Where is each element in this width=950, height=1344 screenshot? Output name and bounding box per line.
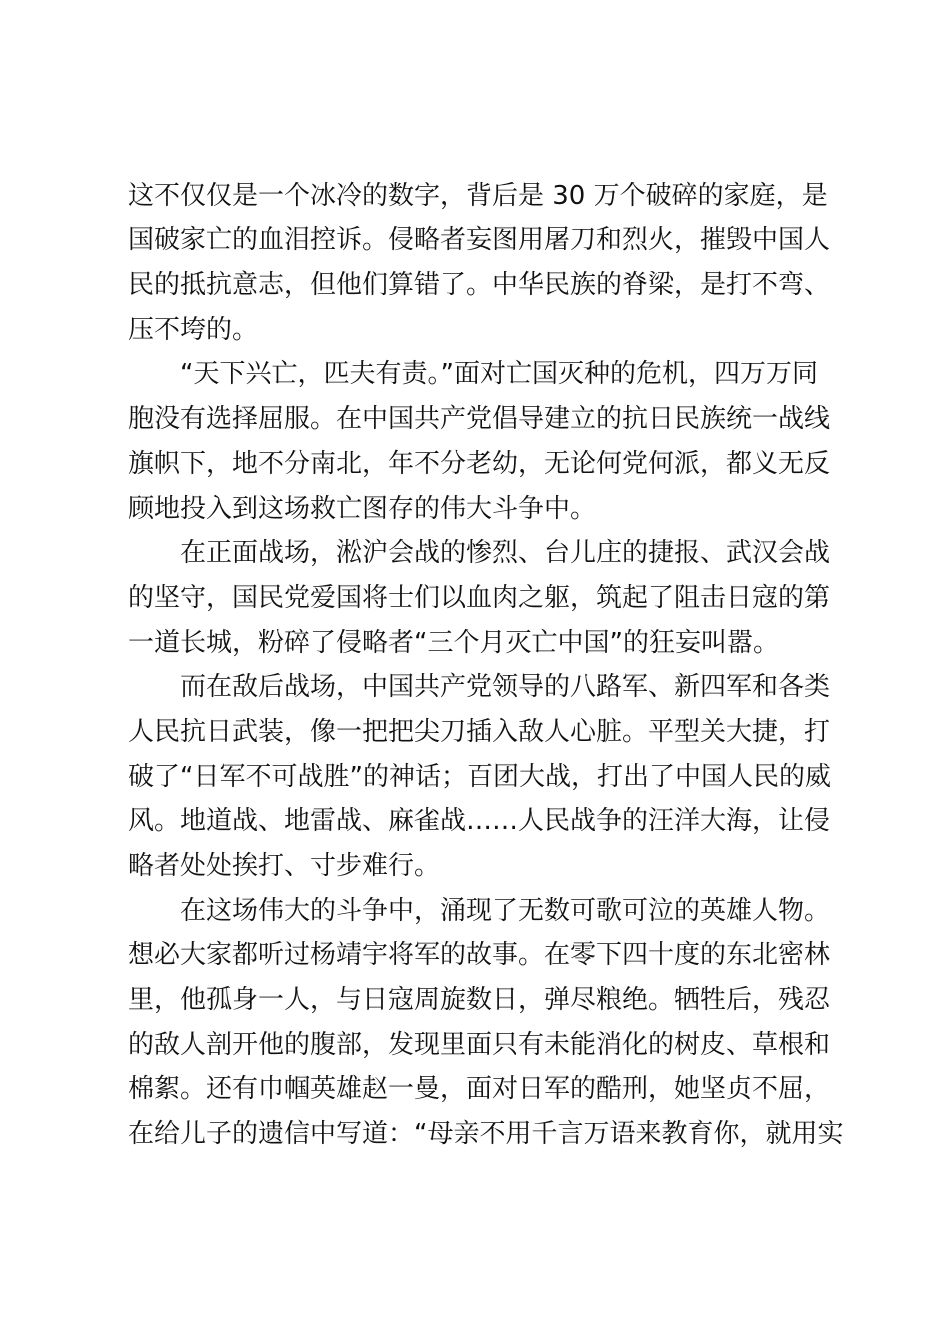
text-line: 破了“日军不可战胜”的神话；百团大战，打出了中国人民的威 <box>128 762 831 792</box>
text-line: 压不垮的。 <box>128 315 259 345</box>
text-line: 而在敌后战场，中国共产党领导的八路军、新四军和各类 <box>180 672 831 702</box>
text-line: 想必大家都听过杨靖宇将军的故事。在零下四十度的东北密林 <box>128 940 831 970</box>
text-line: 略者处处挨打、寸步难行。 <box>128 851 441 881</box>
text-line: 在这场伟大的斗争中，涌现了无数可歌可泣的英雄人物。 <box>180 896 831 926</box>
text-line: 胞没有选择屈服。在中国共产党倡导建立的抗日民族统一战线 <box>128 404 831 434</box>
text-line: “天下兴亡，匹夫有责。”面对亡国灭种的危机，四万万同 <box>180 359 818 389</box>
text-line: 旗帜下，地不分南北，年不分老幼，无论何党何派，都义无反 <box>128 449 831 479</box>
text-line: 在给儿子的遗信中写道：“母亲不用千言万语来教育你，就用实 <box>128 1119 844 1149</box>
text-line: 里，他孤身一人，与日寇周旋数日，弹尽粮绝。牺牲后，残忍 <box>128 985 831 1015</box>
text-line: 在正面战场，淞沪会战的惨烈、台儿庄的捷报、武汉会战 <box>180 538 831 568</box>
text-line: 国破家亡的血泪控诉。侵略者妄图用屠刀和烈火，摧毁中国人 <box>128 225 831 255</box>
text-line: 民的抵抗意志，但他们算错了。中华民族的脊梁，是打不弯、 <box>128 270 831 300</box>
text-line: 顾地投入到这场救亡图存的伟大斗争中。 <box>128 494 597 524</box>
text-line: 人民抗日武装，像一把把尖刀插入敌人心脏。平型关大捷，打 <box>128 717 831 747</box>
text-line: 的敌人剖开他的腹部，发现里面只有未能消化的树皮、草根和 <box>128 1030 831 1060</box>
text-line: 棉絮。还有巾帼英雄赵一曼，面对日军的酷刑，她坚贞不屈， <box>128 1074 831 1104</box>
text-line: 的坚守，国民党爱国将士们以血肉之躯，筑起了阻击日寇的第 <box>128 583 831 613</box>
text-line: 这不仅仅是一个冰冷的数字，背后是 30 万个破碎的家庭，是 <box>128 181 828 211</box>
text-line: 一道长城，粉碎了侵略者“三个月灭亡中国”的狂妄叫嚣。 <box>128 628 779 658</box>
text-line: 风。地道战、地雷战、麻雀战……人民战争的汪洋大海，让侵 <box>128 806 831 836</box>
